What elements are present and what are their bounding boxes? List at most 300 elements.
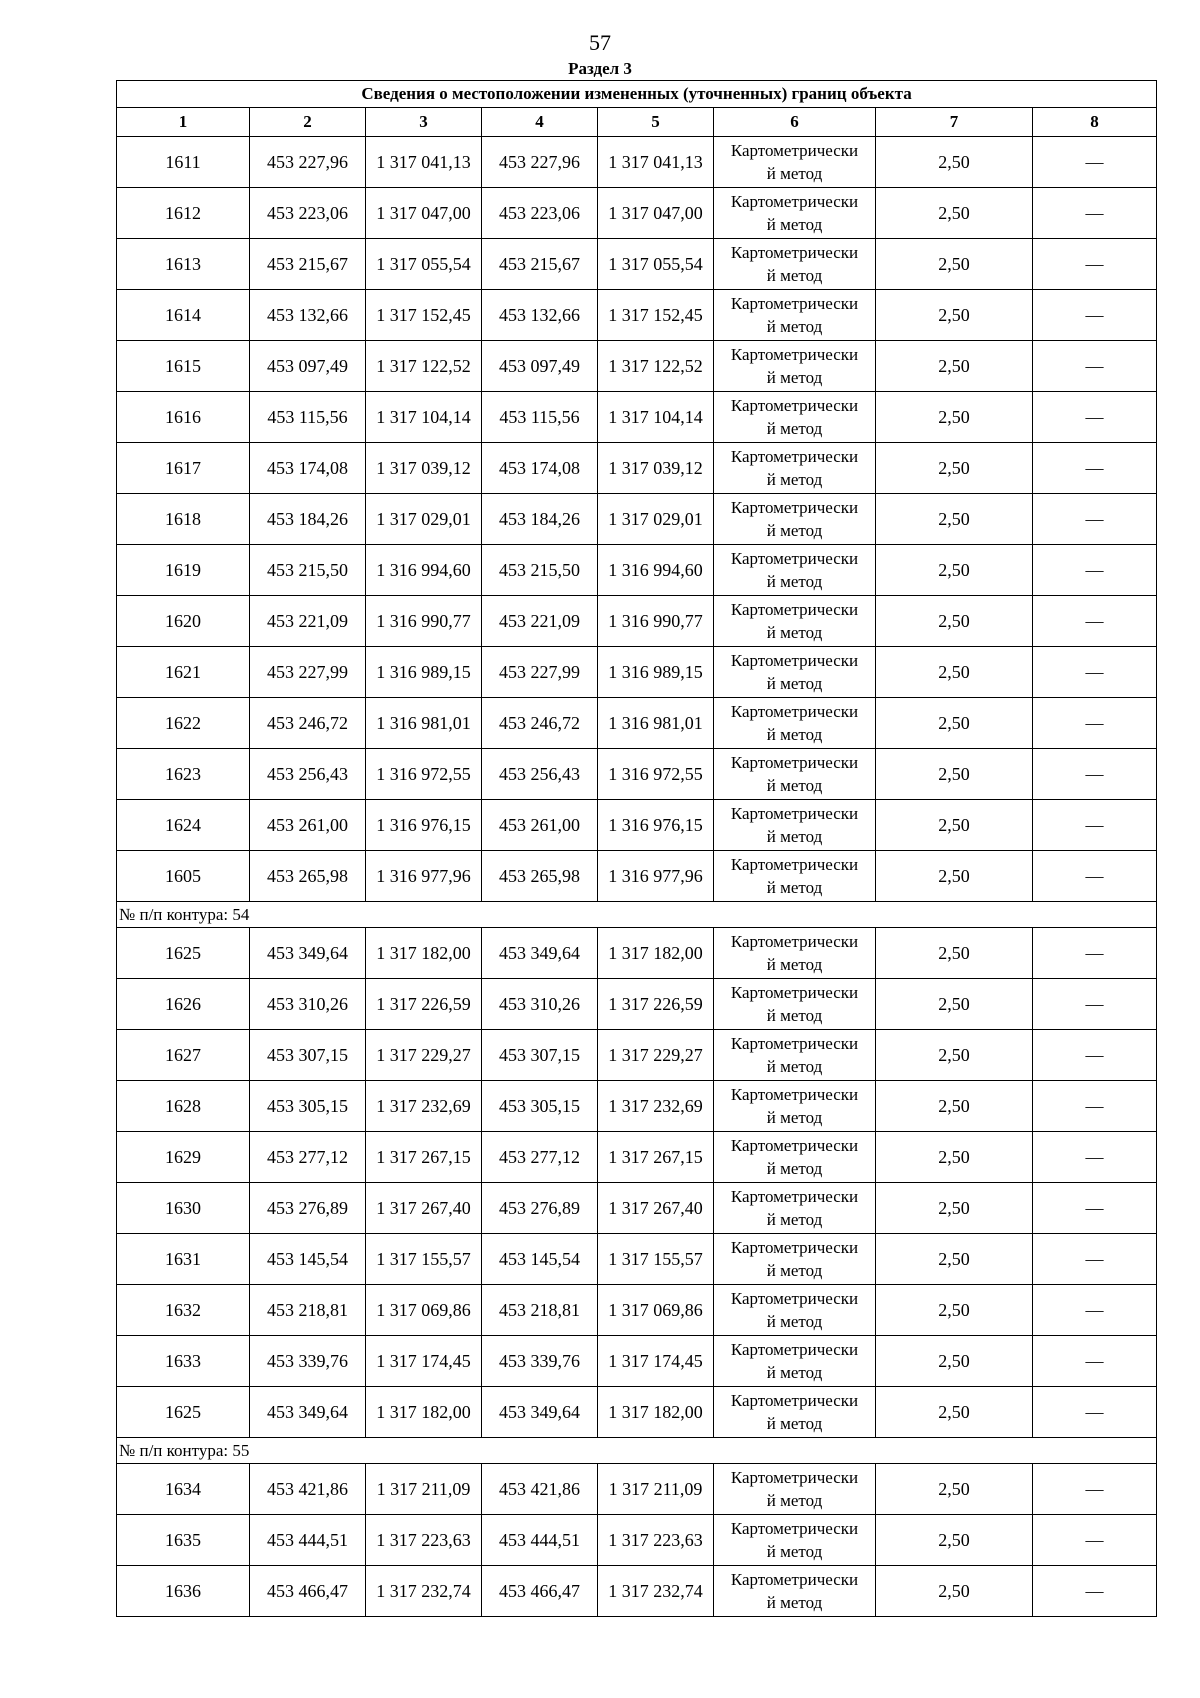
y-existing-cell: 1 316 981,01 [366,698,482,749]
method-text-line2: й метод [766,419,823,438]
x-existing-cell: 453 215,50 [250,545,366,596]
accuracy-cell: 2,50 [876,290,1033,341]
description-cell: — [1033,1566,1157,1617]
description-cell: — [1033,1387,1157,1438]
method-text-line1: Картометрически [730,932,859,951]
method-cell [714,647,876,698]
table-row [117,137,1157,188]
accuracy-cell: 2,50 [876,979,1033,1030]
method-text-line1: Картометрически [730,804,859,823]
method-cell [714,1464,876,1515]
method-text-line2: й метод [766,725,823,744]
x-existing-cell: 453 223,06 [250,188,366,239]
x-new-cell: 453 227,96 [482,137,598,188]
y-existing-cell: 1 317 223,63 [366,1515,482,1566]
description-cell: — [1033,443,1157,494]
accuracy-cell: 2,50 [876,1132,1033,1183]
method-cell [714,979,876,1030]
method-cell [714,1387,876,1438]
x-new-cell: 453 421,86 [482,1464,598,1515]
y-new-cell: 1 317 226,59 [598,979,714,1030]
table-row [117,1081,1157,1132]
method-text-line2: й метод [766,1057,823,1076]
y-existing-cell: 1 317 041,13 [366,137,482,188]
description-cell: — [1033,494,1157,545]
point-number-cell: 1632 [117,1285,250,1336]
y-existing-cell: 1 317 029,01 [366,494,482,545]
description-cell: — [1033,596,1157,647]
method-cell [714,392,876,443]
description-cell: — [1033,647,1157,698]
x-existing-cell: 453 305,15 [250,1081,366,1132]
description-cell: — [1033,1464,1157,1515]
x-existing-cell: 453 174,08 [250,443,366,494]
description-cell: — [1033,239,1157,290]
table-row [117,1464,1157,1515]
method-cell [714,698,876,749]
table-row [117,1285,1157,1336]
method-cell [714,928,876,979]
y-existing-cell: 1 316 989,15 [366,647,482,698]
y-new-cell: 1 317 267,15 [598,1132,714,1183]
x-existing-cell: 453 218,81 [250,1285,366,1336]
y-new-cell: 1 316 990,77 [598,596,714,647]
method-text-line2: й метод [766,878,823,897]
description-cell: — [1033,1336,1157,1387]
accuracy-cell: 2,50 [876,1464,1033,1515]
method-text-line2: й метод [766,827,823,846]
y-existing-cell: 1 317 182,00 [366,1387,482,1438]
method-text-line2: й метод [766,674,823,693]
method-text-line1: Картометрически [730,498,859,517]
accuracy-cell: 2,50 [876,1285,1033,1336]
method-text-line1: Картометрически [730,192,859,211]
point-number-cell: 1611 [117,137,250,188]
point-number-cell: 1614 [117,290,250,341]
method-text-line1: Картометрически [730,1187,859,1206]
method-cell [714,545,876,596]
column-header: 6 [714,108,876,137]
x-new-cell: 453 215,67 [482,239,598,290]
x-existing-cell: 453 421,86 [250,1464,366,1515]
x-new-cell: 453 221,09 [482,596,598,647]
table-row [117,1030,1157,1081]
table-row [117,851,1157,902]
accuracy-cell: 2,50 [876,1030,1033,1081]
y-existing-cell: 1 317 039,12 [366,443,482,494]
x-existing-cell: 453 097,49 [250,341,366,392]
y-new-cell: 1 317 029,01 [598,494,714,545]
y-new-cell: 1 317 182,00 [598,928,714,979]
description-cell: — [1033,851,1157,902]
accuracy-cell: 2,50 [876,1183,1033,1234]
x-new-cell: 453 444,51 [482,1515,598,1566]
column-header-row [117,108,1157,137]
method-text-line1: Картометрически [730,1391,859,1410]
description-cell: — [1033,290,1157,341]
y-existing-cell: 1 317 232,74 [366,1566,482,1617]
description-cell: — [1033,392,1157,443]
method-text-line1: Картометрически [730,345,859,364]
x-new-cell: 453 223,06 [482,188,598,239]
method-cell [714,494,876,545]
table-row [117,1183,1157,1234]
x-existing-cell: 453 466,47 [250,1566,366,1617]
x-new-cell: 453 215,50 [482,545,598,596]
accuracy-cell: 2,50 [876,137,1033,188]
table-row [117,979,1157,1030]
y-new-cell: 1 317 229,27 [598,1030,714,1081]
column-header: 7 [876,108,1033,137]
y-existing-cell: 1 317 211,09 [366,1464,482,1515]
method-text-line1: Картометрически [730,1570,859,1589]
method-text-line1: Картометрически [730,447,859,466]
column-header: 1 [117,108,250,137]
y-new-cell: 1 317 174,45 [598,1336,714,1387]
accuracy-cell: 2,50 [876,1515,1033,1566]
y-new-cell: 1 316 977,96 [598,851,714,902]
description-cell: — [1033,979,1157,1030]
y-new-cell: 1 317 211,09 [598,1464,714,1515]
y-new-cell: 1 317 232,69 [598,1081,714,1132]
accuracy-cell: 2,50 [876,545,1033,596]
x-existing-cell: 453 265,98 [250,851,366,902]
x-existing-cell: 453 227,99 [250,647,366,698]
table-row [117,341,1157,392]
x-new-cell: 453 305,15 [482,1081,598,1132]
accuracy-cell: 2,50 [876,1336,1033,1387]
description-cell: — [1033,1285,1157,1336]
method-cell [714,341,876,392]
x-new-cell: 453 349,64 [482,1387,598,1438]
point-number-cell: 1619 [117,545,250,596]
point-number-cell: 1633 [117,1336,250,1387]
x-new-cell: 453 261,00 [482,800,598,851]
page-number: 57 [589,30,611,55]
point-number-cell: 1626 [117,979,250,1030]
x-new-cell: 453 184,26 [482,494,598,545]
table-row [117,1515,1157,1566]
y-new-cell: 1 317 232,74 [598,1566,714,1617]
y-new-cell: 1 317 069,86 [598,1285,714,1336]
method-text-line1: Картометрически [730,1468,859,1487]
method-text-line1: Картометрически [730,1238,859,1257]
method-text-line1: Картометрически [730,243,859,262]
method-cell [714,1132,876,1183]
table-row [117,647,1157,698]
x-new-cell: 453 097,49 [482,341,598,392]
x-existing-cell: 453 261,00 [250,800,366,851]
column-header: 4 [482,108,598,137]
accuracy-cell: 2,50 [876,928,1033,979]
x-new-cell: 453 265,98 [482,851,598,902]
accuracy-cell: 2,50 [876,443,1033,494]
method-text-line2: й метод [766,776,823,795]
y-existing-cell: 1 317 047,00 [366,188,482,239]
x-new-cell: 453 339,76 [482,1336,598,1387]
y-new-cell: 1 316 994,60 [598,545,714,596]
y-new-cell: 1 317 223,63 [598,1515,714,1566]
accuracy-cell: 2,50 [876,698,1033,749]
x-existing-cell: 453 215,67 [250,239,366,290]
accuracy-cell: 2,50 [876,1234,1033,1285]
point-number-cell: 1635 [117,1515,250,1566]
method-text-line2: й метод [766,572,823,591]
method-text-line1: Картометрически [730,549,859,568]
table-row [117,239,1157,290]
method-text-line1: Картометрически [730,294,859,313]
y-existing-cell: 1 317 267,15 [366,1132,482,1183]
method-text-line2: й метод [766,1363,823,1382]
description-cell: — [1033,1132,1157,1183]
x-existing-cell: 453 310,26 [250,979,366,1030]
contour-label: № п/п контура: 54 [117,902,1157,928]
point-number-cell: 1618 [117,494,250,545]
method-text-line2: й метод [766,470,823,489]
point-number-cell: 1629 [117,1132,250,1183]
point-number-cell: 1625 [117,928,250,979]
y-new-cell: 1 317 122,52 [598,341,714,392]
method-cell [714,1285,876,1336]
method-text-line2: й метод [766,521,823,540]
method-cell [714,290,876,341]
x-existing-cell: 453 349,64 [250,928,366,979]
method-text-line2: й метод [766,266,823,285]
method-cell [714,749,876,800]
point-number-cell: 1605 [117,851,250,902]
y-new-cell: 1 316 972,55 [598,749,714,800]
method-text-line1: Картометрически [730,396,859,415]
y-existing-cell: 1 316 977,96 [366,851,482,902]
accuracy-cell: 2,50 [876,188,1033,239]
y-existing-cell: 1 317 232,69 [366,1081,482,1132]
y-existing-cell: 1 317 069,86 [366,1285,482,1336]
y-existing-cell: 1 317 055,54 [366,239,482,290]
x-new-cell: 453 227,99 [482,647,598,698]
table-row [117,1336,1157,1387]
method-text-line1: Картометрически [730,651,859,670]
x-new-cell: 453 174,08 [482,443,598,494]
method-cell [714,443,876,494]
x-existing-cell: 453 115,56 [250,392,366,443]
method-cell [714,137,876,188]
description-cell: — [1033,1234,1157,1285]
method-text-line1: Картометрически [730,1034,859,1053]
column-header: 2 [250,108,366,137]
accuracy-cell: 2,50 [876,749,1033,800]
method-text-line1: Картометрически [730,702,859,721]
table-row [117,1132,1157,1183]
point-number-cell: 1631 [117,1234,250,1285]
method-text-line1: Картометрически [730,753,859,772]
table-row [117,596,1157,647]
point-number-cell: 1624 [117,800,250,851]
description-cell: — [1033,698,1157,749]
description-cell: — [1033,545,1157,596]
point-number-cell: 1628 [117,1081,250,1132]
method-text-line1: Картометрически [730,1289,859,1308]
description-cell: — [1033,749,1157,800]
accuracy-cell: 2,50 [876,494,1033,545]
table-row [117,800,1157,851]
description-cell: — [1033,1081,1157,1132]
method-cell [714,596,876,647]
point-number-cell: 1623 [117,749,250,800]
point-number-cell: 1613 [117,239,250,290]
y-existing-cell: 1 317 182,00 [366,928,482,979]
table-caption-row [117,81,1157,108]
y-new-cell: 1 317 104,14 [598,392,714,443]
x-new-cell: 453 218,81 [482,1285,598,1336]
y-new-cell: 1 317 152,45 [598,290,714,341]
point-number-cell: 1634 [117,1464,250,1515]
point-number-cell: 1627 [117,1030,250,1081]
x-new-cell: 453 466,47 [482,1566,598,1617]
method-text-line1: Картометрически [730,1136,859,1155]
x-existing-cell: 453 307,15 [250,1030,366,1081]
table-row [117,392,1157,443]
method-text-line2: й метод [766,215,823,234]
boundary-table [116,80,1157,1617]
table-caption: Сведения о местоположении измененных (уточненных) границ объекта [117,81,1157,108]
x-existing-cell: 453 227,96 [250,137,366,188]
y-existing-cell: 1 317 155,57 [366,1234,482,1285]
y-new-cell: 1 317 055,54 [598,239,714,290]
x-new-cell: 453 246,72 [482,698,598,749]
method-text-line2: й метод [766,164,823,183]
x-new-cell: 453 276,89 [482,1183,598,1234]
accuracy-cell: 2,50 [876,392,1033,443]
x-existing-cell: 453 256,43 [250,749,366,800]
method-text-line2: й метод [766,1261,823,1280]
point-number-cell: 1630 [117,1183,250,1234]
x-new-cell: 453 115,56 [482,392,598,443]
table-row [117,290,1157,341]
point-number-cell: 1612 [117,188,250,239]
method-text-line1: Картометрически [730,141,859,160]
description-cell: — [1033,188,1157,239]
method-text-line1: Картометрически [730,855,859,874]
x-existing-cell: 453 145,54 [250,1234,366,1285]
method-text-line2: й метод [766,1593,823,1612]
table-row [117,494,1157,545]
x-new-cell: 453 310,26 [482,979,598,1030]
accuracy-cell: 2,50 [876,647,1033,698]
method-cell [714,1566,876,1617]
x-existing-cell: 453 221,09 [250,596,366,647]
method-text-line2: й метод [766,317,823,336]
description-cell: — [1033,1515,1157,1566]
contour-row [117,1438,1157,1464]
method-cell [714,851,876,902]
y-new-cell: 1 317 041,13 [598,137,714,188]
point-number-cell: 1622 [117,698,250,749]
description-cell: — [1033,1183,1157,1234]
description-cell: — [1033,1030,1157,1081]
table-row [117,188,1157,239]
y-new-cell: 1 317 039,12 [598,443,714,494]
table-row [117,443,1157,494]
x-existing-cell: 453 246,72 [250,698,366,749]
x-existing-cell: 453 132,66 [250,290,366,341]
y-existing-cell: 1 317 229,27 [366,1030,482,1081]
accuracy-cell: 2,50 [876,341,1033,392]
method-cell [714,1234,876,1285]
description-cell: — [1033,341,1157,392]
description-cell: — [1033,800,1157,851]
column-header: 5 [598,108,714,137]
y-new-cell: 1 317 182,00 [598,1387,714,1438]
method-text-line1: Картометрически [730,1340,859,1359]
x-existing-cell: 453 444,51 [250,1515,366,1566]
x-new-cell: 453 145,54 [482,1234,598,1285]
method-text-line2: й метод [766,1414,823,1433]
accuracy-cell: 2,50 [876,239,1033,290]
point-number-cell: 1636 [117,1566,250,1617]
x-existing-cell: 453 184,26 [250,494,366,545]
point-number-cell: 1620 [117,596,250,647]
y-new-cell: 1 317 155,57 [598,1234,714,1285]
method-text-line2: й метод [766,368,823,387]
description-cell: — [1033,928,1157,979]
y-new-cell: 1 317 267,40 [598,1183,714,1234]
accuracy-cell: 2,50 [876,851,1033,902]
point-number-cell: 1621 [117,647,250,698]
y-existing-cell: 1 316 976,15 [366,800,482,851]
method-text-line1: Картометрически [730,1519,859,1538]
x-existing-cell: 453 339,76 [250,1336,366,1387]
table-row [117,1387,1157,1438]
table-row [117,928,1157,979]
contour-row [117,902,1157,928]
y-existing-cell: 1 317 104,14 [366,392,482,443]
y-existing-cell: 1 317 267,40 [366,1183,482,1234]
y-new-cell: 1 317 047,00 [598,188,714,239]
table-row [117,1234,1157,1285]
method-cell [714,800,876,851]
column-header: 3 [366,108,482,137]
accuracy-cell: 2,50 [876,596,1033,647]
point-number-cell: 1615 [117,341,250,392]
method-text-line1: Картометрически [730,600,859,619]
y-existing-cell: 1 316 994,60 [366,545,482,596]
point-number-cell: 1616 [117,392,250,443]
y-existing-cell: 1 317 174,45 [366,1336,482,1387]
table-row [117,749,1157,800]
method-cell [714,1515,876,1566]
x-existing-cell: 453 276,89 [250,1183,366,1234]
method-text-line1: Картометрически [730,1085,859,1104]
point-number-cell: 1625 [117,1387,250,1438]
x-existing-cell: 453 277,12 [250,1132,366,1183]
y-existing-cell: 1 316 990,77 [366,596,482,647]
y-existing-cell: 1 316 972,55 [366,749,482,800]
method-text-line2: й метод [766,1210,823,1229]
method-cell [714,1081,876,1132]
method-text-line2: й метод [766,1542,823,1561]
y-new-cell: 1 316 989,15 [598,647,714,698]
method-cell [714,239,876,290]
contour-label: № п/п контура: 55 [117,1438,1157,1464]
method-text-line2: й метод [766,623,823,642]
method-text-line2: й метод [766,1006,823,1025]
x-new-cell: 453 277,12 [482,1132,598,1183]
method-text-line2: й метод [766,955,823,974]
table-row [117,1566,1157,1617]
method-text-line2: й метод [766,1491,823,1510]
y-new-cell: 1 316 976,15 [598,800,714,851]
method-text-line2: й метод [766,1312,823,1331]
